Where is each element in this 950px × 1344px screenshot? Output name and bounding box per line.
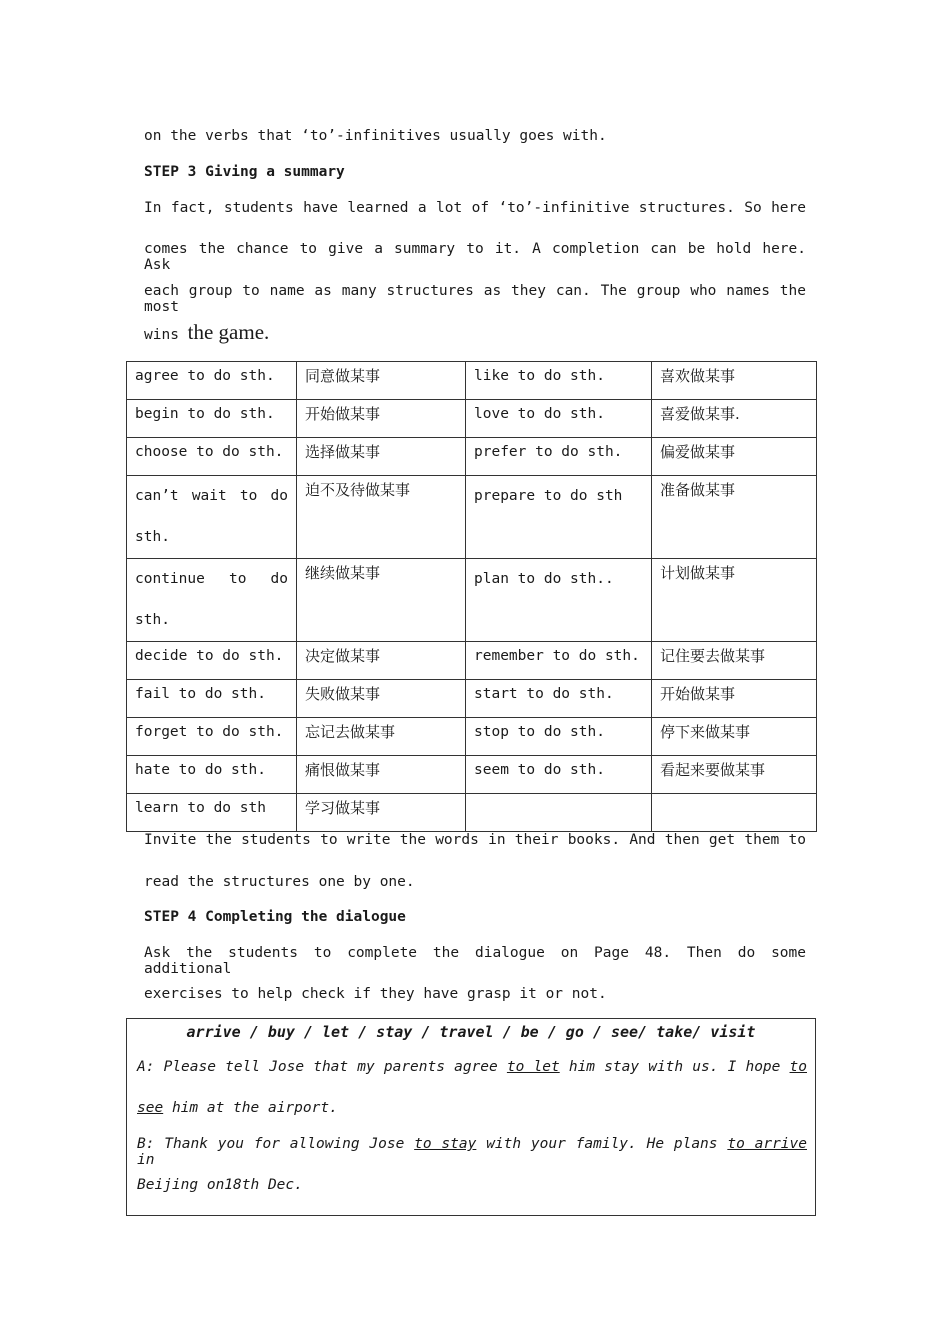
table-row <box>127 362 817 400</box>
meaning-cell: 忘记去做某事 <box>297 718 466 756</box>
step4-paragraph-line-2: exercises to help check if they have grasp it or not. <box>144 986 607 1002</box>
meaning-cell: 喜欢做某事 <box>652 362 817 400</box>
meaning-cell: 开始做某事 <box>297 400 466 438</box>
meaning-cell <box>652 794 817 832</box>
meaning-cell: 继续做某事 <box>297 559 466 642</box>
meaning-cell: 看起来要做某事 <box>652 756 817 794</box>
dialogue-a-answer-2b: see <box>137 1100 164 1116</box>
structure-cell: start to do sth. <box>466 680 652 718</box>
dialogue-b-text-1: B: Thank you for allowing Jose <box>137 1136 405 1152</box>
dialogue-a-answer-2a: to <box>789 1059 807 1075</box>
structure-cell: fail to do sth. <box>127 680 297 718</box>
structure-cell: learn to do sth <box>127 794 297 832</box>
step3-the-game: the game. <box>187 320 270 344</box>
step4-paragraph-line-1: Ask the students to complete the dialogue on Page 48. Then do some additional <box>144 945 806 977</box>
table-row <box>127 680 817 718</box>
dialogue-b-line-1 <box>137 1136 807 1168</box>
step3-paragraph-line-1: In fact, students have learned a lot of ‘to’-infinitive structures. So here <box>144 200 806 216</box>
meaning-cell: 喜爱做某事. <box>652 400 817 438</box>
structure-cell: seem to do sth. <box>466 756 652 794</box>
meaning-cell: 开始做某事 <box>652 680 817 718</box>
table-row <box>127 438 817 476</box>
meaning-cell: 记住要去做某事 <box>652 642 817 680</box>
structure-cell: plan to do sth.. <box>466 559 652 642</box>
structure-cell: like to do sth. <box>466 362 652 400</box>
structure-cell: agree to do sth. <box>127 362 297 400</box>
structure-cell: begin to do sth. <box>127 400 297 438</box>
word-bank: arrive / buy / let / stay / travel / be / go / see/ take/ visit <box>186 1023 756 1041</box>
step4-heading: STEP 4 Completing the dialogue <box>144 909 406 925</box>
meaning-cell: 偏爱做某事 <box>652 438 817 476</box>
structure-cell: stop to do sth. <box>466 718 652 756</box>
infinitive-table <box>126 361 817 832</box>
dialogue-b-answer-2: to arrive <box>727 1136 807 1152</box>
structure-cell: prepare to do sth <box>466 476 652 559</box>
meaning-cell: 计划做某事 <box>652 559 817 642</box>
table-row <box>127 794 817 832</box>
structure-cell <box>466 794 652 832</box>
meaning-cell: 选择做某事 <box>297 438 466 476</box>
dialogue-b-line-2: Beijing on18th Dec. <box>137 1177 303 1193</box>
table-row <box>127 476 817 559</box>
dialogue-a-line-2 <box>137 1100 338 1116</box>
meaning-cell: 决定做某事 <box>297 642 466 680</box>
table-row <box>127 400 817 438</box>
dialogue-b-text-3: in <box>137 1152 155 1168</box>
table-row <box>127 718 817 756</box>
dialogue-a-text-2: him stay with us. I hope <box>568 1059 781 1075</box>
meaning-cell: 学习做某事 <box>297 794 466 832</box>
dialogue-a-answer-1: to let <box>506 1059 560 1075</box>
meaning-cell: 停下来做某事 <box>652 718 817 756</box>
table-row <box>127 559 817 642</box>
table-row <box>127 756 817 794</box>
structure-cell: decide to do sth. <box>127 642 297 680</box>
dialogue-a-text-3: him at the airport. <box>171 1100 338 1116</box>
structure-cell: love to do sth. <box>466 400 652 438</box>
intro-line: on the verbs that ‘to’-infinitives usually goes with. <box>144 128 607 144</box>
structure-cell: forget to do sth. <box>127 718 297 756</box>
structure-cell: choose to do sth. <box>127 438 297 476</box>
step3-wins: wins <box>144 327 179 343</box>
structure-cell: hate to do sth. <box>127 756 297 794</box>
meaning-cell: 准备做某事 <box>652 476 817 559</box>
meaning-cell: 同意做某事 <box>297 362 466 400</box>
structure-cell: continue to do sth. <box>127 559 297 642</box>
structure-cell: prefer to do sth. <box>466 438 652 476</box>
step3-paragraph-line-3: each group to name as many structures as they can. The group who names the most <box>144 283 806 315</box>
after-table-line-1: Invite the students to write the words in their books. And then get them to <box>144 832 806 848</box>
dialogue-box <box>126 1018 816 1216</box>
step3-heading: STEP 3 Giving a summary <box>144 164 345 180</box>
meaning-cell: 痛恨做某事 <box>297 756 466 794</box>
meaning-cell: 失败做某事 <box>297 680 466 718</box>
step3-paragraph-line-4 <box>144 320 269 345</box>
table-row <box>127 642 817 680</box>
structure-cell: can’t wait to do sth. <box>127 476 297 559</box>
dialogue-a-text-1: A: Please tell Jose that my parents agree <box>137 1059 498 1075</box>
dialogue-a-line-1 <box>137 1059 807 1075</box>
dialogue-b-answer-1: to stay <box>414 1136 477 1152</box>
after-table-line-2: read the structures one by one. <box>144 874 415 890</box>
meaning-cell: 迫不及待做某事 <box>297 476 466 559</box>
dialogue-b-text-2: with your family. He plans <box>486 1136 718 1152</box>
structure-cell: remember to do sth. <box>466 642 652 680</box>
step3-paragraph-line-2: comes the chance to give a summary to it. A completion can be hold here. Ask <box>144 241 806 273</box>
